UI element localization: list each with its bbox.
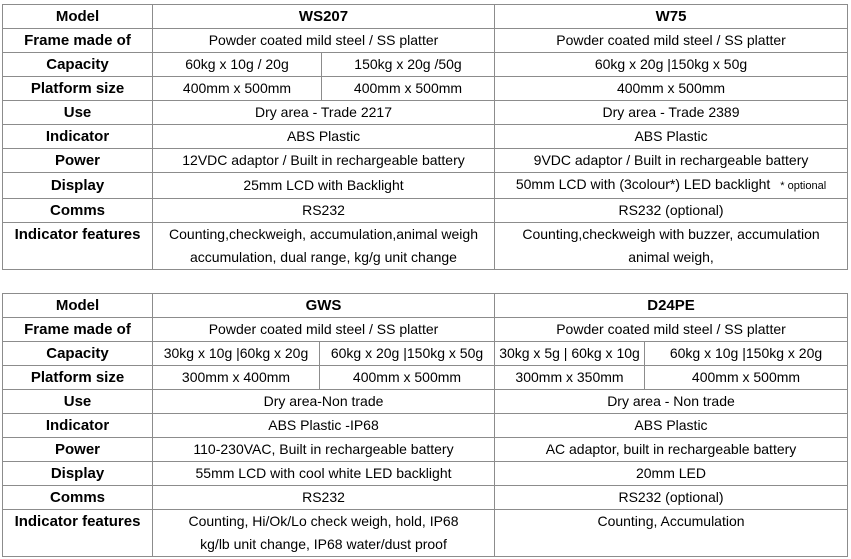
row-capacity [3,342,848,366]
label-model: Model [3,5,153,29]
cell-use-right: Dry area - Trade 2389 [495,101,848,125]
spec-table-gws-d24pe [2,293,848,557]
row-platform [3,77,848,101]
optional-note: * optional [780,180,827,192]
row-model [3,294,848,318]
label-display: Display [3,173,153,199]
label-frame: Frame made of [3,29,153,53]
label-use: Use [3,101,153,125]
label-platform: Platform size [3,77,153,101]
label-features: Indicator features [3,223,153,270]
cell-display-left: 55mm LCD with cool white LED backlight [153,462,495,486]
cell-platform-left-b: 400mm x 500mm [322,77,495,101]
row-power [3,149,848,173]
label-display: Display [3,462,153,486]
row-use [3,101,848,125]
model-w75: W75 [495,5,848,29]
cell-capacity-right-b: 60kg x 10g |150kg x 20g [645,342,848,366]
features-right-line1: Counting,checkweigh with buzzer, accumulation [522,226,820,242]
cell-power-left: 110-230VAC, Built in rechargeable battery [153,438,495,462]
cell-power-left: 12VDC adaptor / Built in rechargeable battery [153,149,495,173]
model-d24pe: D24PE [495,294,848,318]
row-indicator [3,414,848,438]
cell-platform-right-b: 400mm x 500mm [645,366,848,390]
row-comms [3,486,848,510]
cell-frame-left: Powder coated mild steel / SS platter [153,29,495,53]
label-indicator: Indicator [3,125,153,149]
cell-display-right [495,173,848,199]
row-frame [3,29,848,53]
row-power [3,438,848,462]
label-power: Power [3,438,153,462]
label-comms: Comms [3,199,153,223]
cell-power-right: AC adaptor, built in rechargeable battery [495,438,848,462]
display-right-text: 50mm LCD with (3colour*) LED backlight [515,176,771,192]
row-display [3,173,848,199]
cell-use-left: Dry area-Non trade [153,390,495,414]
cell-capacity-left-a: 30kg x 10g |60kg x 20g [153,342,320,366]
label-use: Use [3,390,153,414]
cell-comms-right: RS232 (optional) [495,199,848,223]
label-model: Model [3,294,153,318]
cell-capacity-left-b: 150kg x 20g /50g [322,53,495,77]
cell-capacity-right-a: 30kg x 5g | 60kg x 10g [495,342,645,366]
row-comms [3,199,848,223]
row-features [3,223,848,270]
features-right-line2: animal weigh, [628,249,714,265]
cell-features-left [153,223,495,270]
cell-use-right: Dry area - Non trade [495,390,848,414]
label-frame: Frame made of [3,318,153,342]
row-indicator [3,125,848,149]
label-comms: Comms [3,486,153,510]
row-features [3,510,848,557]
cell-frame-left: Powder coated mild steel / SS platter [153,318,495,342]
row-display [3,462,848,486]
cell-capacity-left-a: 60kg x 10g / 20g [153,53,322,77]
label-indicator: Indicator [3,414,153,438]
cell-use-left: Dry area - Trade 2217 [153,101,495,125]
cell-capacity-left-b: 60kg x 20g |150kg x 50g [320,342,495,366]
label-features: Indicator features [3,510,153,557]
features-right-line2 [495,533,847,556]
cell-features-left [153,510,495,557]
cell-display-left: 25mm LCD with Backlight [153,173,495,199]
label-capacity: Capacity [3,342,153,366]
label-power: Power [3,149,153,173]
spec-table-ws207-w75 [2,4,848,270]
cell-platform-left-a: 300mm x 400mm [153,366,320,390]
cell-indicator-left: ABS Plastic [153,125,495,149]
label-capacity: Capacity [3,53,153,77]
cell-frame-right: Powder coated mild steel / SS platter [495,29,848,53]
cell-power-right: 9VDC adaptor / Built in rechargeable battery [495,149,848,173]
features-left-line1: Counting,checkweigh, accumulation,animal weigh [169,226,478,242]
model-gws: GWS [153,294,495,318]
features-left-line2: accumulation, dual range, kg/g unit change [190,249,457,265]
row-capacity [3,53,848,77]
cell-frame-right: Powder coated mild steel / SS platter [495,318,848,342]
model-ws207: WS207 [153,5,495,29]
cell-indicator-right: ABS Plastic [495,414,848,438]
cell-indicator-right: ABS Plastic [495,125,848,149]
features-left-line2: kg/lb unit change, IP68 water/dust proof [200,536,447,552]
cell-features-right [495,510,848,557]
features-left-line1: Counting, Hi/Ok/Lo check weigh, hold, IP68 [188,513,459,529]
label-platform: Platform size [3,366,153,390]
cell-platform-right: 400mm x 500mm [495,77,848,101]
row-frame [3,318,848,342]
cell-comms-left: RS232 [153,486,495,510]
cell-platform-left-a: 400mm x 500mm [153,77,322,101]
cell-features-right [495,223,848,270]
cell-capacity-right: 60kg x 20g |150kg x 50g [495,53,848,77]
cell-indicator-left: ABS Plastic -IP68 [153,414,495,438]
cell-comms-left: RS232 [153,199,495,223]
row-platform [3,366,848,390]
cell-platform-left-b: 400mm x 500mm [320,366,495,390]
row-model [3,5,848,29]
row-use [3,390,848,414]
cell-comms-right: RS232 (optional) [495,486,848,510]
cell-platform-right-a: 300mm x 350mm [495,366,645,390]
features-right-line1: Counting, Accumulation [597,513,745,529]
cell-display-right: 20mm LED [495,462,848,486]
